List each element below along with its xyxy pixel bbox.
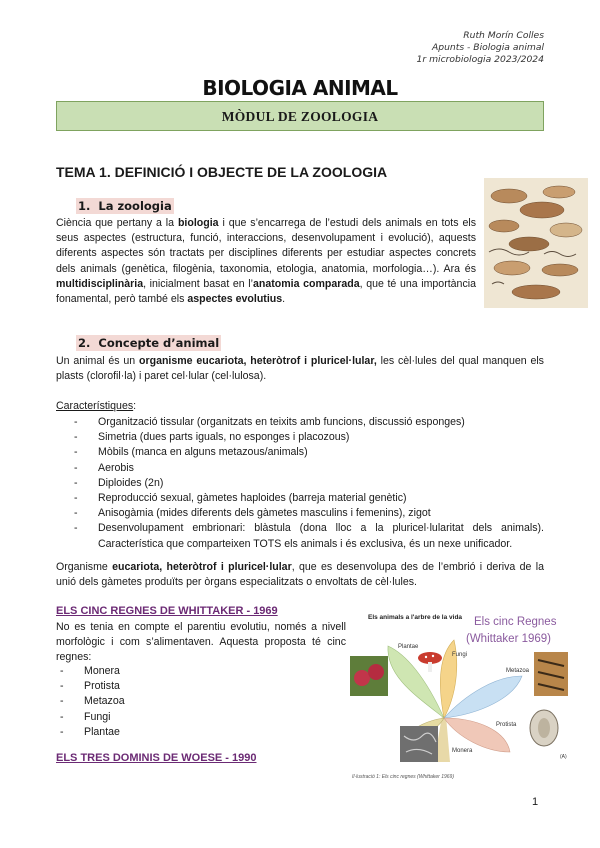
module-banner: MÒDUL DE ZOOLOGIA [56, 101, 544, 131]
topic-title: TEMA 1. DEFINICIÓ I OBJECTE DE LA ZOOLOGIA [56, 164, 388, 180]
list-item: - Mòbils (manca en alguns metazous/animals) [70, 445, 544, 460]
characteristics-label [56, 400, 136, 412]
header-author: Ruth Morín Colles [463, 30, 544, 41]
s2p2-bold: eucariota, heteròtrof i pluricel·lular [112, 561, 292, 573]
moth-illustration [484, 178, 588, 308]
s1-bold-biologia: biologia [177, 217, 219, 229]
section-2-number: 2. [78, 336, 91, 350]
s1-text-i: . [282, 293, 286, 306]
figure-label-plantae: Plantae [398, 644, 419, 650]
section-1-heading [76, 199, 174, 213]
characteristics-colon: : [133, 400, 137, 412]
page-number: 1 [532, 796, 539, 808]
s2-text-c: les cèl·lules del qual manquen els plasts (clorofil·la) i paret cel·lular (cel·lulosa). [56, 355, 544, 383]
figure-caption: Il·lustració 1: Els cinc regnes (Whittaker 1969) [352, 774, 454, 780]
section-2-heading [76, 336, 221, 350]
woese-heading: ELS TRES DOMINIS DE WOESE - 1990 [56, 752, 257, 764]
list-item: - Anisogàmia (mides diferents dels gàmetes masculins i femenins), zigot [70, 506, 544, 521]
s1-bold-multidisciplinaria: multidisciplinària [56, 277, 144, 290]
list-item: - Plantae [56, 725, 256, 740]
figure-title-line1: Els cinc Regnes [474, 616, 557, 628]
list-item: - Organització tissular (organitzats en teixits amb funcions, discussió esponges) [70, 415, 544, 430]
section-1-paragraph [56, 216, 476, 307]
s2p2-text-a: Organisme [56, 561, 113, 573]
s2-text-a: Un animal és un [56, 355, 139, 367]
list-item: - Aerobis [70, 461, 544, 476]
s1-bold-anatomia: anatomia comparada [252, 277, 360, 290]
figure-label-protista: Protista [496, 722, 517, 728]
figure-title-line2: (Whittaker 1969) [466, 633, 552, 645]
title-part2: GIA ANIMAL [268, 76, 398, 100]
s1-text-c: i que s’encarrega de l’estudi dels animals en tots els seus aspectes (estructura, funció, interaccions, desenvolupament i evolució), aquests diferents aspectes són tractats per disciplines diferents per estudiar aspectes concrets dels animals (genètica, filogènia, taxonomia, etologia, anatomia, morfologia…). Ara és [56, 217, 476, 275]
section-2-paragraph-2 [56, 560, 544, 590]
whittaker-heading: ELS CINC REGNES DE WHITTAKER - 1969 [56, 605, 278, 617]
list-item: - Reproducció sexual, gàmetes haploides (barreja material genètic) [70, 491, 544, 506]
section-1-number: 1. [78, 199, 91, 213]
figure-label-fungi: Fungi [452, 652, 468, 658]
section-2-title: Concepte d’animal [98, 336, 220, 350]
section-1-title: La zoologia [98, 199, 172, 213]
figure-label-metazoa: Metazoa [506, 668, 530, 674]
header-course: 1r microbiologia 2023/2024 [416, 54, 544, 65]
five-kingdoms-figure [346, 606, 578, 782]
figure-top-label: Els animals a l'arbre de la vida [368, 614, 463, 621]
document-title [0, 76, 600, 100]
list-item: - Desenvolupament embrionari: blàstula (dona lloc a la pluricel·lularitat dels animals). Característica que comparteixen TOTS els animals i és exclusiva, és un nexe unificador. [70, 521, 544, 551]
whittaker-paragraph: No es tenia en compte el parentiu evolutiu, només a nivell morfològic i com s’alimentaven. Aquesta proposta té cinc regnes: [56, 621, 346, 664]
s1-text-e: , inicialment basat en l’ [143, 277, 253, 290]
page-header [417, 30, 544, 66]
list-item: - Protista [56, 679, 256, 694]
title-part1: BIOLO [202, 76, 269, 100]
characteristics-label-text: Característiques [56, 400, 134, 412]
s1-bold-aspectes: aspectes evolutius [187, 293, 283, 306]
svg-text:(A): (A) [560, 754, 567, 760]
s1-text-g: , que té una importància fonamental, però també els [56, 277, 476, 306]
header-subject: Apunts - Biologia animal [431, 42, 544, 53]
figure-label-monera: Monera [452, 748, 473, 754]
list-item: - Simetria (dues parts iguals, no esponges i placozous) [70, 430, 544, 445]
s1-text-a: Ciència que pertany a la [56, 217, 178, 229]
five-kingdoms-diagram [346, 606, 578, 782]
s2-bold-def: organisme eucariota, heteròtrof i pluricel·lular, [139, 355, 377, 367]
list-item: - Metazoa [56, 694, 256, 709]
kingdoms-list [56, 664, 256, 740]
s2p2-text-c: , que es desenvolupa des de l’embrió i deriva de la unió dels gàmetes produïts per òrgans especialitzats o envoltats de cèl·lules. [56, 561, 544, 589]
list-item: - Fungi [56, 710, 256, 725]
section-2-paragraph [56, 354, 544, 384]
characteristics-list [70, 415, 544, 552]
list-item: - Monera [56, 664, 256, 679]
list-item: - Diploides (2n) [70, 476, 544, 491]
moth-plate-image [484, 178, 588, 308]
